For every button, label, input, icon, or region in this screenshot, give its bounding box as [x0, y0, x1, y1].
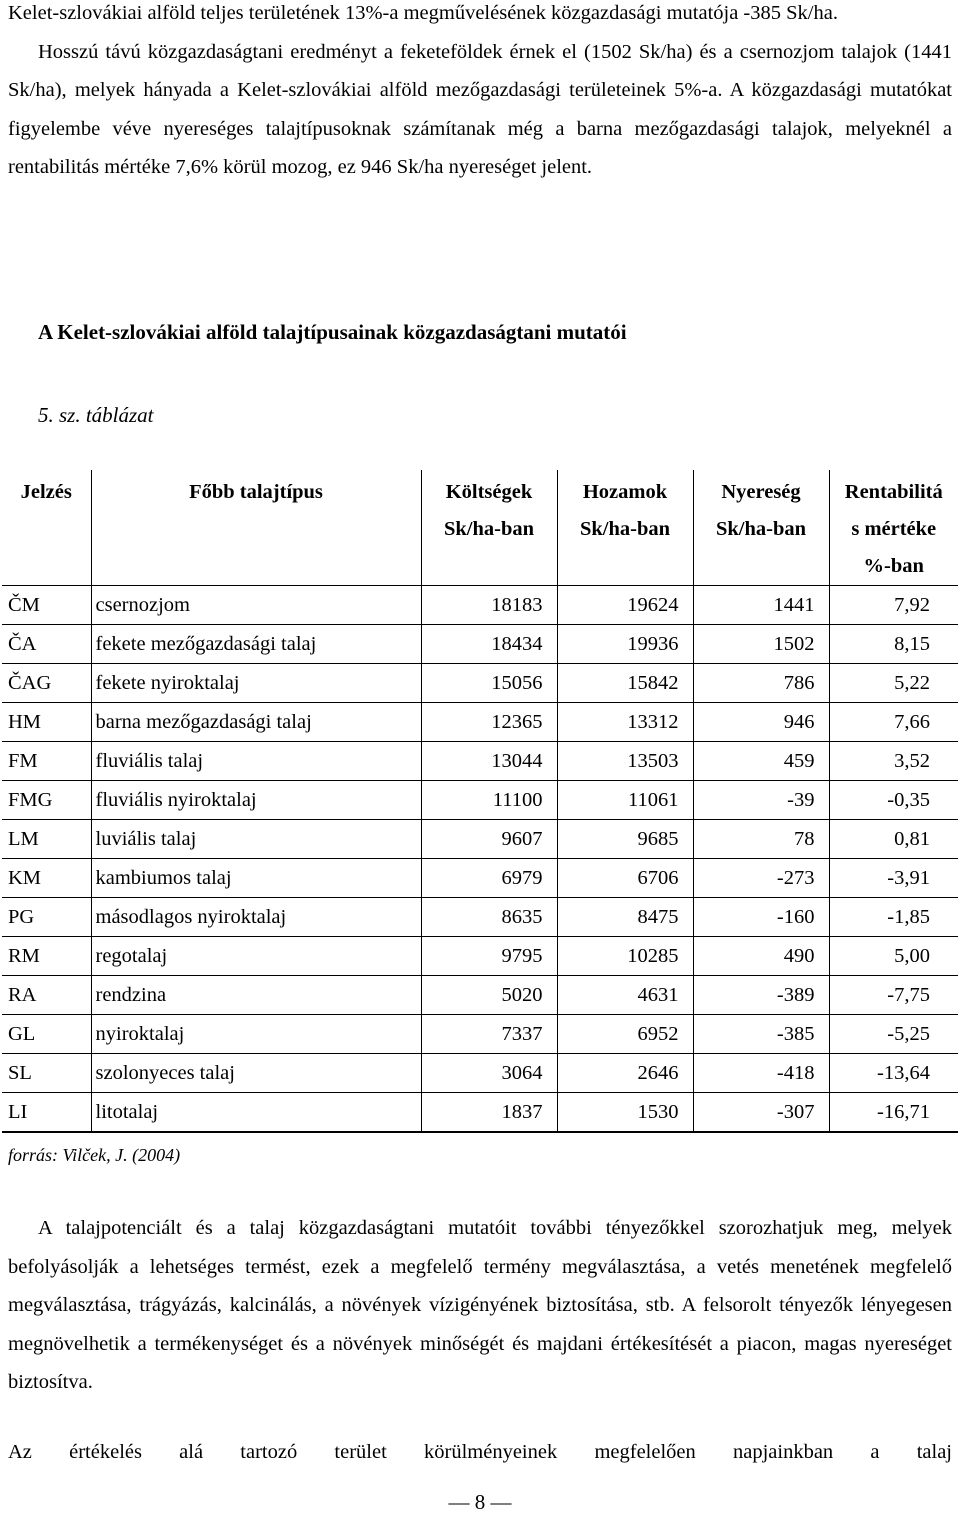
cell-type: litotalaj — [91, 1093, 421, 1133]
table-row — [2, 820, 958, 859]
paragraph-3: Az értékelés alá tartozó terület körülményeinek megfelelően napjainkban a talaj — [8, 1441, 952, 1463]
cell-profit: 1502 — [693, 625, 829, 664]
cell-yield: 19936 — [557, 625, 693, 664]
cell-rentability: -16,71 — [829, 1093, 958, 1133]
cell-profit: -389 — [693, 976, 829, 1015]
cell-cost: 1837 — [421, 1093, 557, 1133]
header-type: Főbb talajtípus — [91, 470, 421, 586]
table-header-row — [2, 470, 958, 586]
table-caption: 5. sz. táblázat — [38, 403, 154, 427]
cell-cost: 18434 — [421, 625, 557, 664]
cell-profit: 786 — [693, 664, 829, 703]
table-row — [2, 742, 958, 781]
cell-rentability: 5,22 — [829, 664, 958, 703]
page-number: — 8 — — [448, 1490, 512, 1514]
cell-type: szolonyeces talaj — [91, 1054, 421, 1093]
cell-type: csernozjom — [91, 586, 421, 625]
cell-type: másodlagos nyiroktalaj — [91, 898, 421, 937]
table-row — [2, 586, 958, 625]
table-row — [2, 664, 958, 703]
cell-profit: 459 — [693, 742, 829, 781]
cell-code: GL — [2, 1015, 91, 1054]
cell-yield: 2646 — [557, 1054, 693, 1093]
cell-cost: 13044 — [421, 742, 557, 781]
cell-yield: 13312 — [557, 703, 693, 742]
cell-code: RM — [2, 937, 91, 976]
intro-paragraph — [8, 0, 952, 187]
cell-cost: 18183 — [421, 586, 557, 625]
cell-code: ČA — [2, 625, 91, 664]
table-row — [2, 898, 958, 937]
cell-cost: 12365 — [421, 703, 557, 742]
cell-type: fluviális talaj — [91, 742, 421, 781]
table-row — [2, 781, 958, 820]
cell-profit: 78 — [693, 820, 829, 859]
cell-code: FMG — [2, 781, 91, 820]
cell-yield: 19624 — [557, 586, 693, 625]
cell-type: fekete nyiroktalaj — [91, 664, 421, 703]
table-row — [2, 1093, 958, 1133]
cell-code: RA — [2, 976, 91, 1015]
table-row — [2, 1054, 958, 1093]
cell-code: ČM — [2, 586, 91, 625]
cell-profit: -160 — [693, 898, 829, 937]
cell-yield: 10285 — [557, 937, 693, 976]
header-rentability: Rentabilitá s mértéke %-ban — [829, 470, 958, 586]
intro-line-2: Hosszú távú közgazdaságtani eredményt a feketeföldek érnek el (1502 Sk/ha) és a csernozjom talajok (1441 Sk/ha), melyek hányada a Kelet-szlovákiai alföld mezőgazdasági területeinek 5%-a. A közgazdasági mutatókat figyelembe véve nyereséges talajtípusoknak számítanak még a barna mezőgazdasági talajok, melyeknél a rentabilitás mértéke 7,6% körül mozog, ez 946 Sk/ha nyereséget jelent. — [8, 40, 952, 178]
cell-profit: -39 — [693, 781, 829, 820]
cell-rentability: -3,91 — [829, 859, 958, 898]
cell-profit: -273 — [693, 859, 829, 898]
header-code: Jelzés — [20, 481, 72, 503]
table-row — [2, 859, 958, 898]
intro-line-1: Kelet-szlovákiai alföld teljes területének 13%-a megművelésének közgazdasági mutatója -385 Sk/ha. — [8, 2, 838, 24]
cell-code: SL — [2, 1054, 91, 1093]
cell-rentability: 7,92 — [829, 586, 958, 625]
cell-rentability: -13,64 — [829, 1054, 958, 1093]
table-row — [2, 703, 958, 742]
table-row — [2, 625, 958, 664]
cell-profit: -385 — [693, 1015, 829, 1054]
cell-type: kambiumos talaj — [91, 859, 421, 898]
cell-cost: 11100 — [421, 781, 557, 820]
header-profit: Nyereség Sk/ha-ban — [693, 470, 829, 586]
table-source: forrás: Vilček, J. (2004) — [8, 1145, 181, 1165]
cell-code: KM — [2, 859, 91, 898]
cell-code: PG — [2, 898, 91, 937]
cell-rentability: 7,66 — [829, 703, 958, 742]
cell-yield: 11061 — [557, 781, 693, 820]
cell-yield: 1530 — [557, 1093, 693, 1133]
cell-code: LI — [2, 1093, 91, 1133]
cell-rentability: -5,25 — [829, 1015, 958, 1054]
cell-rentability: -1,85 — [829, 898, 958, 937]
cell-cost: 3064 — [421, 1054, 557, 1093]
cell-rentability: 3,52 — [829, 742, 958, 781]
cell-rentability: 8,15 — [829, 625, 958, 664]
cell-yield: 4631 — [557, 976, 693, 1015]
cell-type: luviális talaj — [91, 820, 421, 859]
cell-cost: 15056 — [421, 664, 557, 703]
cell-cost: 5020 — [421, 976, 557, 1015]
cell-yield: 6706 — [557, 859, 693, 898]
cell-code: FM — [2, 742, 91, 781]
cell-yield: 15842 — [557, 664, 693, 703]
cell-profit: -418 — [693, 1054, 829, 1093]
cell-cost: 7337 — [421, 1015, 557, 1054]
cell-rentability: 5,00 — [829, 937, 958, 976]
header-cost: Költségek Sk/ha-ban — [421, 470, 557, 586]
cell-type: barna mezőgazdasági talaj — [91, 703, 421, 742]
cell-yield: 6952 — [557, 1015, 693, 1054]
cell-type: fekete mezőgazdasági talaj — [91, 625, 421, 664]
cell-code: LM — [2, 820, 91, 859]
cell-profit: 490 — [693, 937, 829, 976]
cell-code: HM — [2, 703, 91, 742]
cell-cost: 6979 — [421, 859, 557, 898]
cell-yield: 9685 — [557, 820, 693, 859]
cell-code: ČAG — [2, 664, 91, 703]
cell-profit: -307 — [693, 1093, 829, 1133]
cell-yield: 8475 — [557, 898, 693, 937]
table-row — [2, 937, 958, 976]
table-row — [2, 1015, 958, 1054]
cell-rentability: -0,35 — [829, 781, 958, 820]
cell-type: fluviális nyiroktalaj — [91, 781, 421, 820]
cell-type: rendzina — [91, 976, 421, 1015]
paragraph-2: A talajpotenciált és a talaj közgazdaságtani mutatóit további tényezőkkel szorozhatjuk meg, melyek befolyásolják a lehetséges termést, ezek a megfelelő termény megválasztása, a vetés menetének megfelelő megválasztása, trágyázás, kalcinálás, a növények vízigényének biztosítása, stb. A felsorolt tényezők lényegesen megnövelhetik a termékenységet és a növények minőségét és majdani értékesítését a piacon, magas nyereséget biztosítva. — [8, 1217, 952, 1393]
cell-rentability: 0,81 — [829, 820, 958, 859]
cell-cost: 9607 — [421, 820, 557, 859]
cell-yield: 13503 — [557, 742, 693, 781]
cell-cost: 9795 — [421, 937, 557, 976]
cell-cost: 8635 — [421, 898, 557, 937]
header-yield: Hozamok Sk/ha-ban — [557, 470, 693, 586]
cell-rentability: -7,75 — [829, 976, 958, 1015]
table-row — [2, 976, 958, 1015]
cell-type: nyiroktalaj — [91, 1015, 421, 1054]
cell-profit: 1441 — [693, 586, 829, 625]
cell-type: regotalaj — [91, 937, 421, 976]
soil-economics-table — [2, 470, 958, 1133]
table-heading: A Kelet-szlovákiai alföld talajtípusainak közgazdaságtani mutatói — [38, 320, 627, 344]
cell-profit: 946 — [693, 703, 829, 742]
